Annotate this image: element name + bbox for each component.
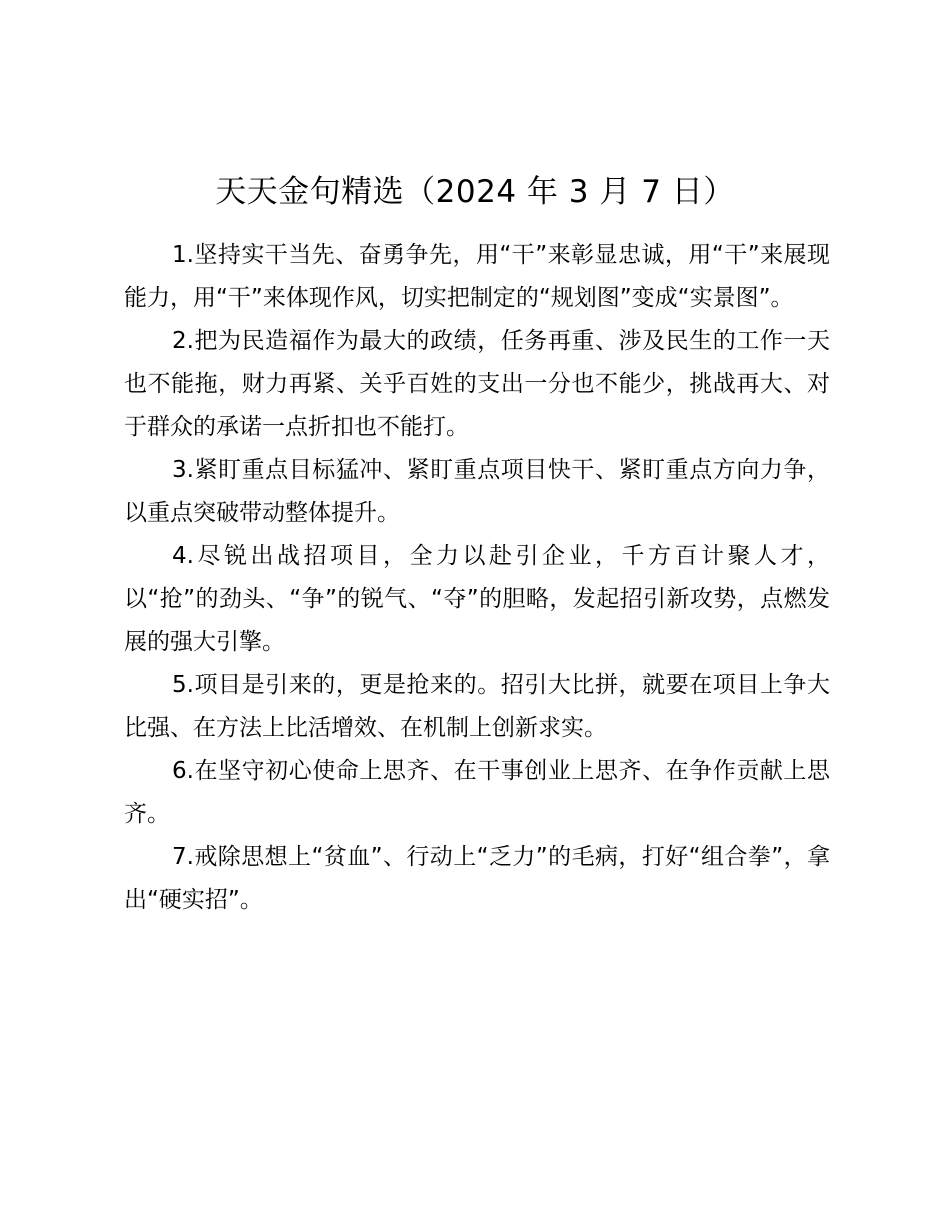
paragraph-5: 5.项目是引来的，更是抢来的。招引大比拼，就要在项目上争大比强、在方法上比活增效、在机制上创新求实。 bbox=[124, 672, 830, 741]
paragraph-1: 1.坚持实干当先、奋勇争先，用“干”来彰显忠诚，用“干”来展现能力，用“干”来体现作风，切实把制定的“规划图”变成“实景图”。 bbox=[124, 242, 830, 311]
document-body bbox=[124, 234, 830, 922]
paragraph-4: 4.尽锐出战招项目，全力以赴引企业，千方百计聚人才，以“抢”的劲头、“争”的锐气、“夺”的胆略，发起招引新攻势，点燃发展的强大引擎。 bbox=[124, 543, 830, 655]
paragraph-3: 3.紧盯重点目标猛冲、紧盯重点项目快干、紧盯重点方向力争，以重点突破带动整体提升。 bbox=[124, 457, 830, 526]
paragraph-6: 6.在坚守初心使命上思齐、在干事创业上思齐、在争作贡献上思齐。 bbox=[124, 758, 830, 827]
paragraph-2: 2.把为民造福作为最大的政绩，任务再重、涉及民生的工作一天也不能拖，财力再紧、关乎百姓的支出一分也不能少，挑战再大、对于群众的承诺一点折扣也不能打。 bbox=[124, 328, 830, 440]
paragraph-7: 7.戒除思想上“贫血”、行动上“乏力”的毛病，打好“组合拳”，拿出“硬实招”。 bbox=[124, 844, 830, 913]
document-title: 天天金句精选（2024 年 3 月 7 日） bbox=[215, 174, 735, 210]
